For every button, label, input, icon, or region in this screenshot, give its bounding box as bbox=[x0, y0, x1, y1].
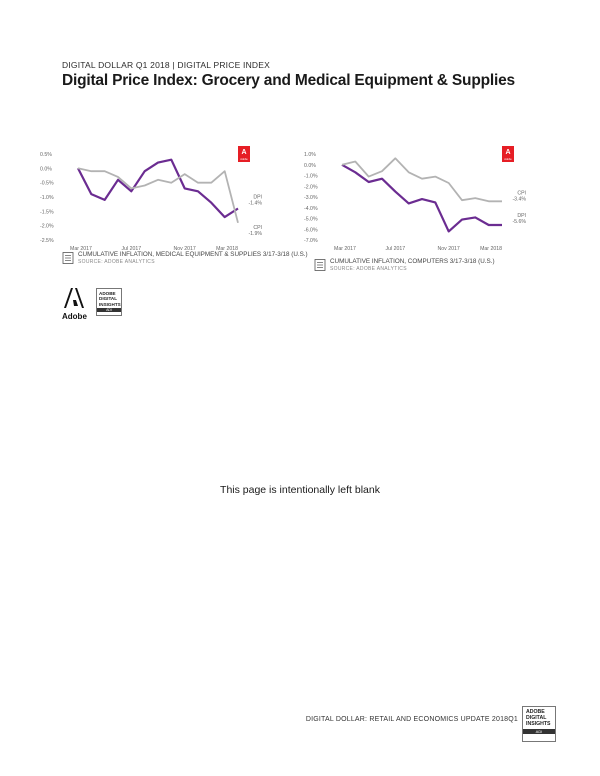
series-end-value: -1.4% bbox=[248, 200, 262, 207]
computers-chart-caption-text: CUMULATIVE INFLATION, COMPUTERS 3/17-3/18 (U.S.) bbox=[330, 258, 495, 265]
badge-line: ADOBE bbox=[99, 291, 116, 296]
series-end-label: CPI bbox=[253, 224, 262, 231]
series-line-dpi bbox=[78, 160, 238, 217]
y-tick-label: 1.0% bbox=[304, 152, 316, 158]
footer-badge-line: ADOBE bbox=[526, 709, 545, 715]
medical-chart-caption bbox=[78, 251, 308, 265]
footer-badge-bar: ADI bbox=[523, 729, 555, 734]
x-tick-label: Mar 2018 bbox=[480, 246, 502, 252]
document-icon bbox=[62, 252, 74, 264]
x-tick-label: Nov 2017 bbox=[173, 246, 196, 252]
y-tick-label: -7.0% bbox=[304, 238, 318, 244]
x-tick-label: Jul 2017 bbox=[385, 246, 406, 252]
y-tick-label: 0.0% bbox=[304, 162, 316, 169]
y-tick-label: -2.5% bbox=[40, 238, 54, 244]
x-tick-label: Nov 2017 bbox=[437, 246, 460, 252]
adobe-logo-text: Adobe bbox=[62, 312, 87, 321]
computers-chart bbox=[300, 146, 540, 256]
x-tick-label: Mar 2017 bbox=[70, 246, 92, 252]
adobe-logo-icon bbox=[64, 288, 84, 308]
series-end-label: CPI bbox=[517, 190, 526, 197]
y-tick-label: -5.0% bbox=[304, 216, 318, 223]
series-end-label: DPI bbox=[253, 194, 262, 201]
x-tick-label: Mar 2017 bbox=[334, 246, 356, 252]
page-title: Digital Price Index: Grocery and Medical Equipment & Supplies bbox=[62, 72, 515, 89]
badge-bar: ADI bbox=[97, 308, 121, 312]
medical-equipment-chart bbox=[36, 146, 276, 256]
y-tick-label: -6.0% bbox=[304, 227, 318, 234]
badge-line: INSIGHTS bbox=[99, 301, 121, 307]
y-tick-label: -2.0% bbox=[40, 223, 54, 230]
y-tick-label: -3.0% bbox=[304, 195, 318, 201]
adobe-mark-text: Adobe bbox=[504, 158, 512, 161]
y-tick-label: 0.5% bbox=[40, 152, 52, 158]
y-tick-label: -1.5% bbox=[40, 209, 54, 216]
y-tick-label: -1.0% bbox=[40, 195, 54, 201]
series-end-label: DPI bbox=[517, 212, 526, 219]
adobe-digital-insights-badge bbox=[96, 288, 122, 316]
page-kicker: DIGITAL DOLLAR Q1 2018 | DIGITAL PRICE INDEX bbox=[62, 60, 270, 70]
computers-chart-caption bbox=[330, 258, 495, 272]
series-end-value: -1.9% bbox=[248, 230, 262, 237]
adobe-mark-glyph: A bbox=[241, 149, 247, 156]
series-end-value: -3.4% bbox=[512, 196, 526, 203]
adobe-mark-glyph: A bbox=[505, 149, 511, 156]
y-tick-label: -4.0% bbox=[304, 205, 318, 212]
series-line-cpi bbox=[78, 168, 238, 223]
footer-badge-line: INSIGHTS bbox=[526, 720, 551, 727]
blank-page-notice: This page is intentionally left blank bbox=[220, 484, 380, 496]
computers-chart-source: SOURCE: ADOBE ANALYTICS bbox=[330, 265, 407, 272]
computers-chart-svg bbox=[300, 146, 540, 256]
medical-equipment-chart-svg bbox=[36, 146, 276, 256]
x-tick-label: Mar 2018 bbox=[216, 246, 238, 252]
badge-line: DIGITAL bbox=[99, 296, 118, 302]
medical-chart-source: SOURCE: ADOBE ANALYTICS bbox=[78, 258, 155, 265]
adobe-mark-text: Adobe bbox=[240, 158, 248, 161]
medical-chart-caption-text: CUMULATIVE INFLATION, MEDICAL EQUIPMENT & SUPPLIES 3/17-3/18 (U.S.) bbox=[78, 251, 308, 258]
series-end-value: -5.6% bbox=[512, 218, 526, 225]
y-tick-label: -0.5% bbox=[40, 180, 54, 187]
y-tick-label: -1.0% bbox=[304, 173, 318, 180]
y-tick-label: -2.0% bbox=[304, 184, 318, 191]
y-tick-label: 0.0% bbox=[40, 166, 52, 173]
footer-badge-line: DIGITAL bbox=[526, 714, 547, 721]
document-icon bbox=[314, 259, 326, 271]
footer-title: DIGITAL DOLLAR: RETAIL AND ECONOMICS UPDATE 2018Q1 bbox=[305, 716, 518, 723]
footer-badge bbox=[522, 706, 556, 742]
x-tick-label: Jul 2017 bbox=[121, 246, 142, 252]
